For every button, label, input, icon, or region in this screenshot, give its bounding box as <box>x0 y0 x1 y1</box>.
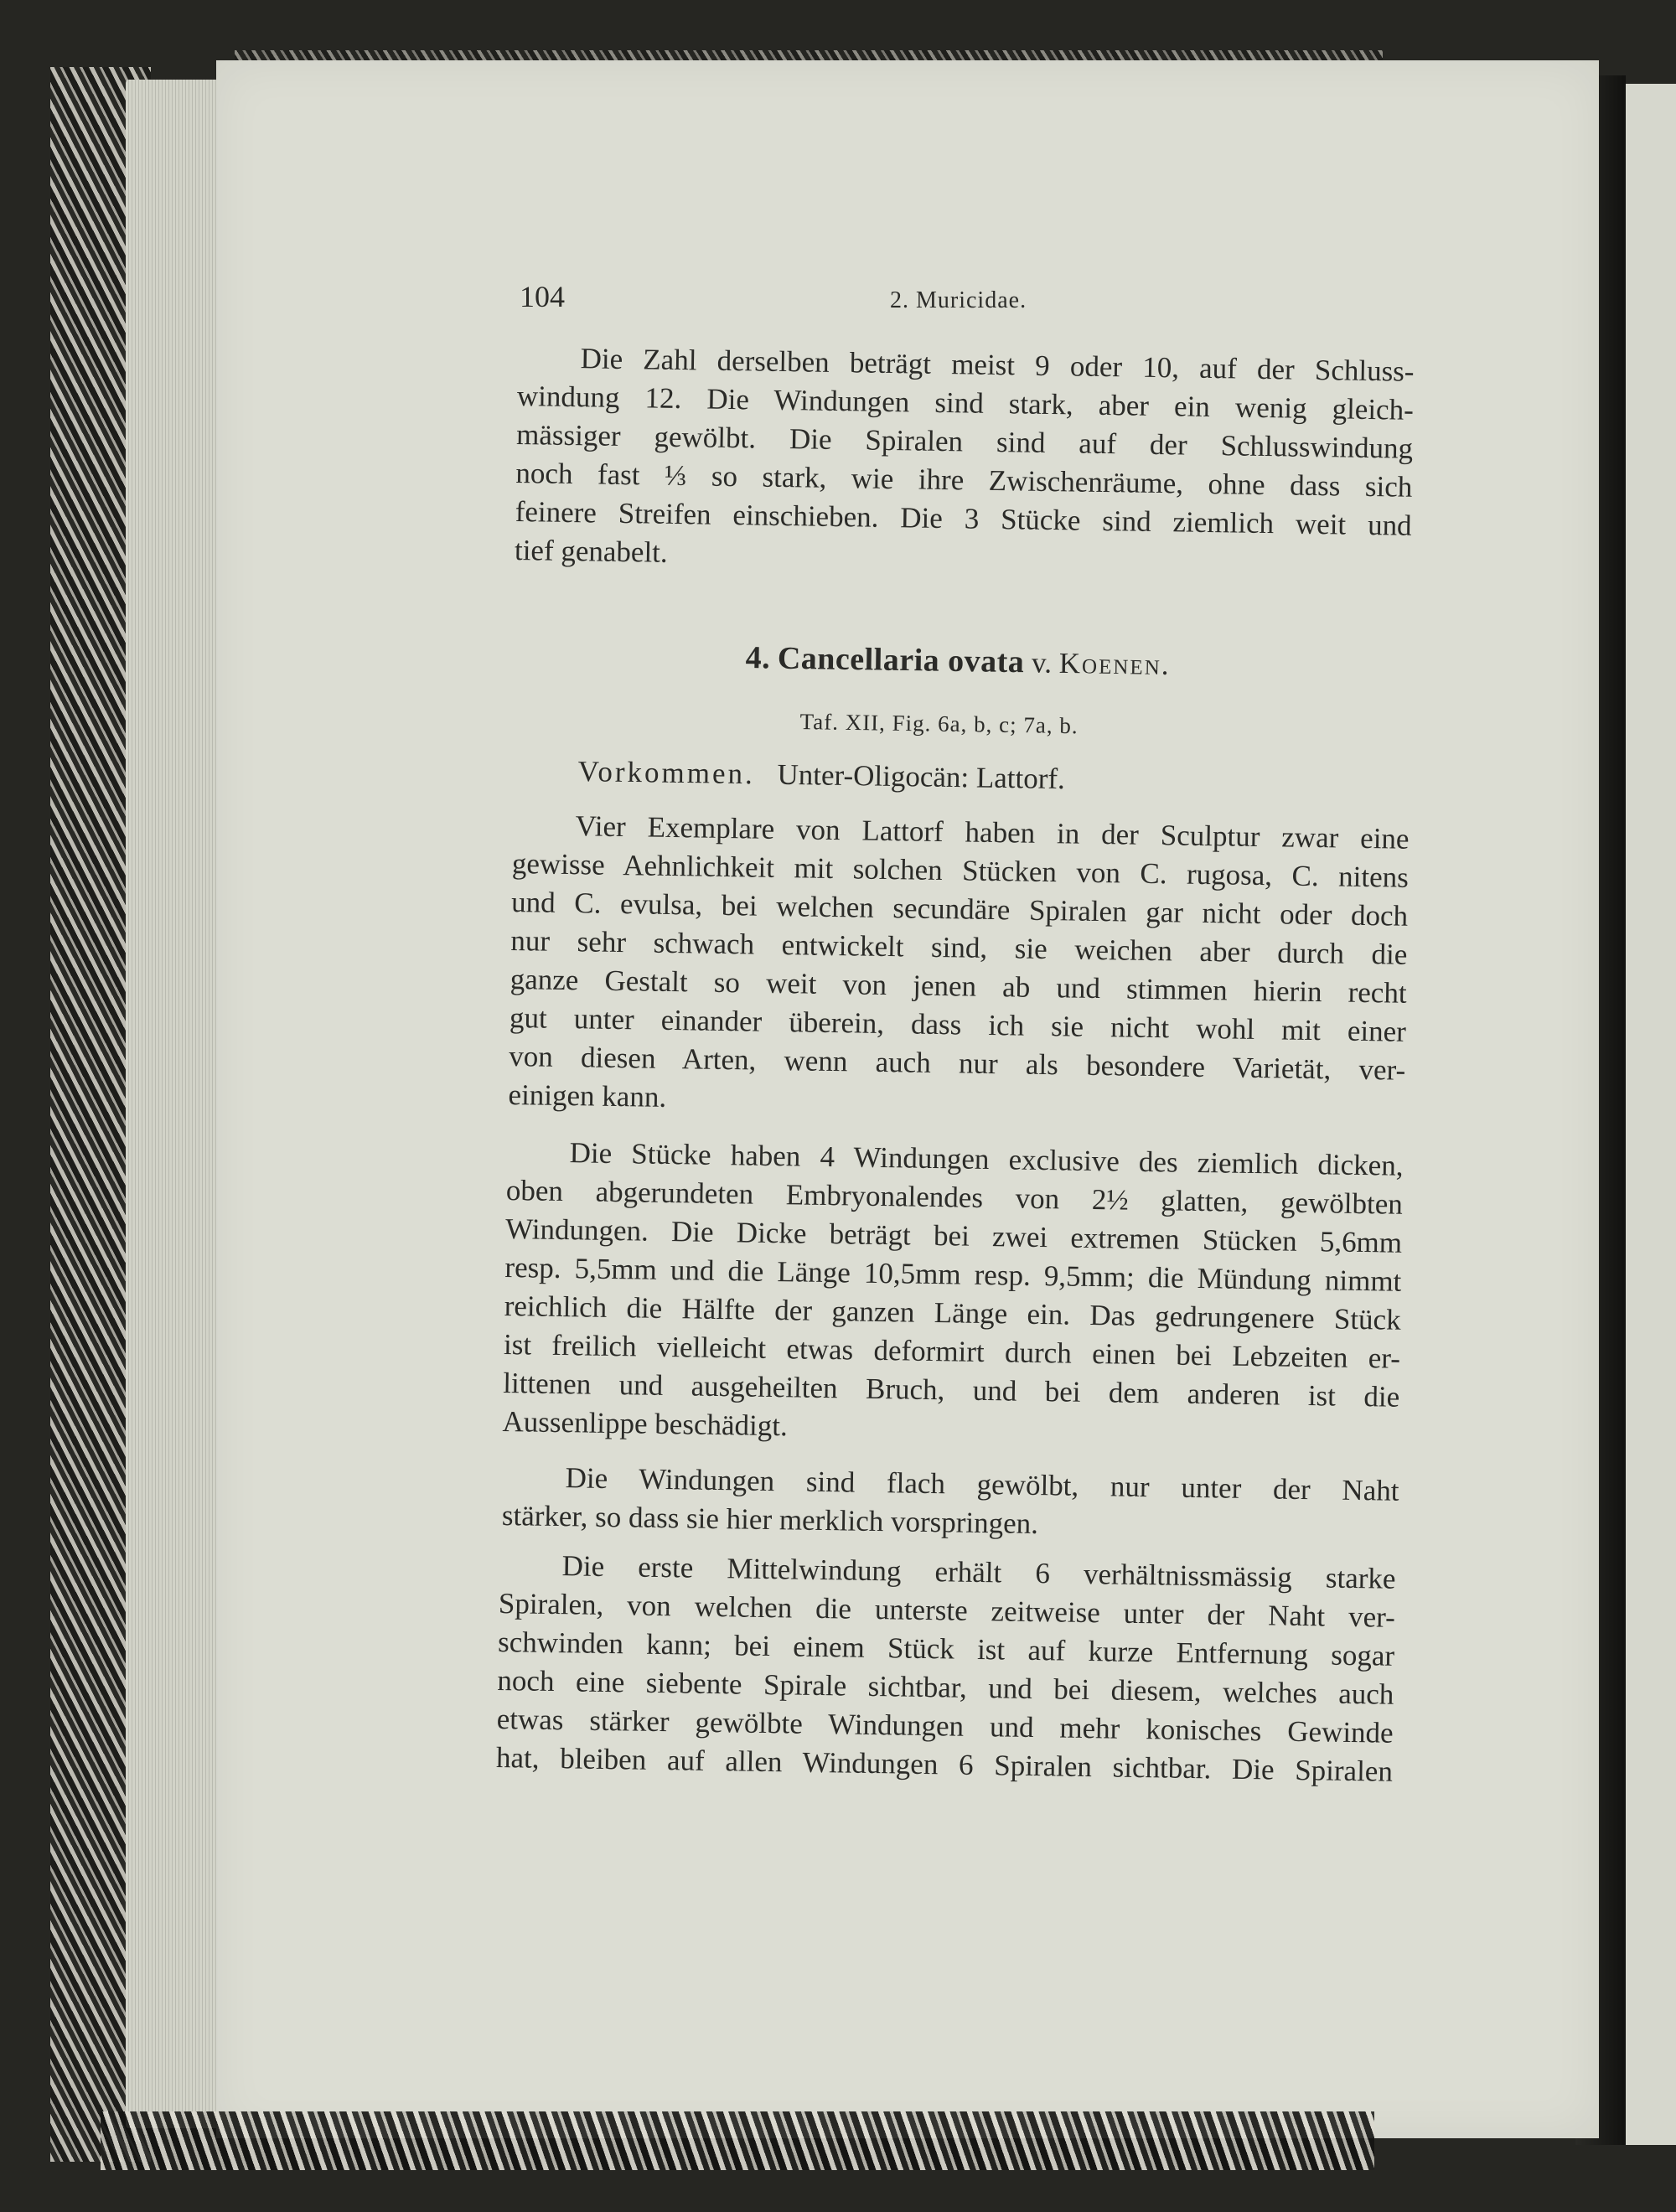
species-heading <box>745 638 1171 685</box>
text-line: noch eine siebente Spirale sichtbar, und bei diesem, welches auch <box>497 1663 1394 1711</box>
species-name: Cancellaria ovata <box>777 640 1025 680</box>
page-number: 104 <box>520 280 565 313</box>
text-line: windung 12. Die Windungen sind stark, aber ein wenig gleich- <box>516 379 1415 426</box>
text-line: hat, bleiben auf allen Windungen 6 Spiralen sichtbar. Die Spiralen <box>495 1740 1394 1788</box>
text-line: resp. 5,5mm und die Länge 10,5mm resp. 9,5mm; die Mündung nimmt <box>504 1250 1402 1298</box>
species-author: Koenen. <box>1058 646 1171 681</box>
paragraph-5 <box>496 1546 1396 1791</box>
text-line: gewisse Aehnlichkeit mit solchen Stücken von C. rugosa, C. nitens <box>511 846 1410 894</box>
author-prefix: v. <box>1031 646 1053 680</box>
text-line: littenen und ausgeheilten Bruch, und bei dem anderen ist die <box>503 1366 1400 1414</box>
text-line: mässiger gewölbt. Die Spiralen sind auf der Schlusswindung <box>515 417 1414 465</box>
text-line: oben abgerundeten Embryonalendes von 2½ glatten, gewölbten <box>505 1173 1404 1221</box>
text-line: tief genabelt. <box>514 533 669 569</box>
text-line: schwinden kann; bei einem Stück ist auf kurze Entfernung sogar <box>497 1625 1395 1672</box>
text-line: nur sehr schwach entwickelt sind, sie weichen aber durch die <box>510 923 1408 971</box>
species-number: 4. <box>745 639 771 676</box>
text-line: ganze Gestalt so weit von jenen ab und stimmen hierin recht <box>510 962 1407 1010</box>
text-line: Die Windungen sind flach gewölbt, nur unter der Naht <box>565 1461 1399 1507</box>
text-line: Spiralen, von welchen die unterste zeitweise unter der Naht ver- <box>498 1586 1396 1634</box>
paragraph-2 <box>508 806 1410 1129</box>
text-line: Aussenlippe beschädigt. <box>502 1404 789 1443</box>
text-line: stärker, so dass sie hier merklich vorspringen. <box>501 1498 1039 1541</box>
text-line: etwas stärker gewölbte Windungen und mehr konisches Gewinde <box>496 1702 1394 1749</box>
next-page-sliver <box>1626 84 1676 2145</box>
text-line: von diesen Arten, wenn auch nur als besondere Varietät, ver- <box>509 1039 1406 1087</box>
text-line: ist freilich vielleicht etwas deformirt durch einen bei Lebzeiten er- <box>503 1327 1401 1375</box>
plate-reference: Taf. XII, Fig. 6a, b, c; 7a, b. <box>799 708 1079 739</box>
occurrence-label: Vorkommen. <box>577 754 756 791</box>
occurrence-line <box>577 752 1065 798</box>
text-line: gut unter einander überein, dass ich sie nicht wohl mit einer <box>509 1000 1407 1048</box>
text-line: Die Zahl derselben beträgt meist 9 oder 10, auf der Schluss- <box>580 342 1415 388</box>
text-line: Windungen. Die Dicke beträgt bei zwei extremen Stücken 5,6mm <box>504 1212 1403 1259</box>
paragraph-1 <box>515 339 1415 584</box>
paragraph-4 <box>502 1458 1399 1549</box>
text-line: reichlich die Hälfte der ganzen Länge ein. Das gedrungenere Stück <box>504 1289 1401 1336</box>
paragraph-3 <box>502 1133 1404 1455</box>
text-line: Die erste Mittelwindung erhält 6 verhältnissmässig starke <box>561 1549 1396 1595</box>
text-line: Die Stücke haben 4 Windungen exclusive des ziemlich dicken, <box>569 1136 1404 1182</box>
text-line: feinere Streifen einschieben. Die 3 Stücke sind ziemlich weit und <box>515 494 1412 542</box>
text-line: noch fast ⅓ so stark, wie ihre Zwischenräume, ohne dass sich <box>515 456 1413 504</box>
text-line: und C. evulsa, bei welchen secundäre Spiralen gar nicht oder doch <box>510 885 1409 933</box>
running-header: 2. Muricidae. <box>890 287 1027 313</box>
text-line: einigen kann. <box>508 1078 667 1114</box>
occurrence-value: Unter-Oligocän: Lattorf. <box>777 757 1066 796</box>
marbled-cover-bottom <box>101 2111 1374 2170</box>
text-line: Vier Exemplare von Lattorf haben in der Sculptur zwar eine <box>575 809 1410 855</box>
